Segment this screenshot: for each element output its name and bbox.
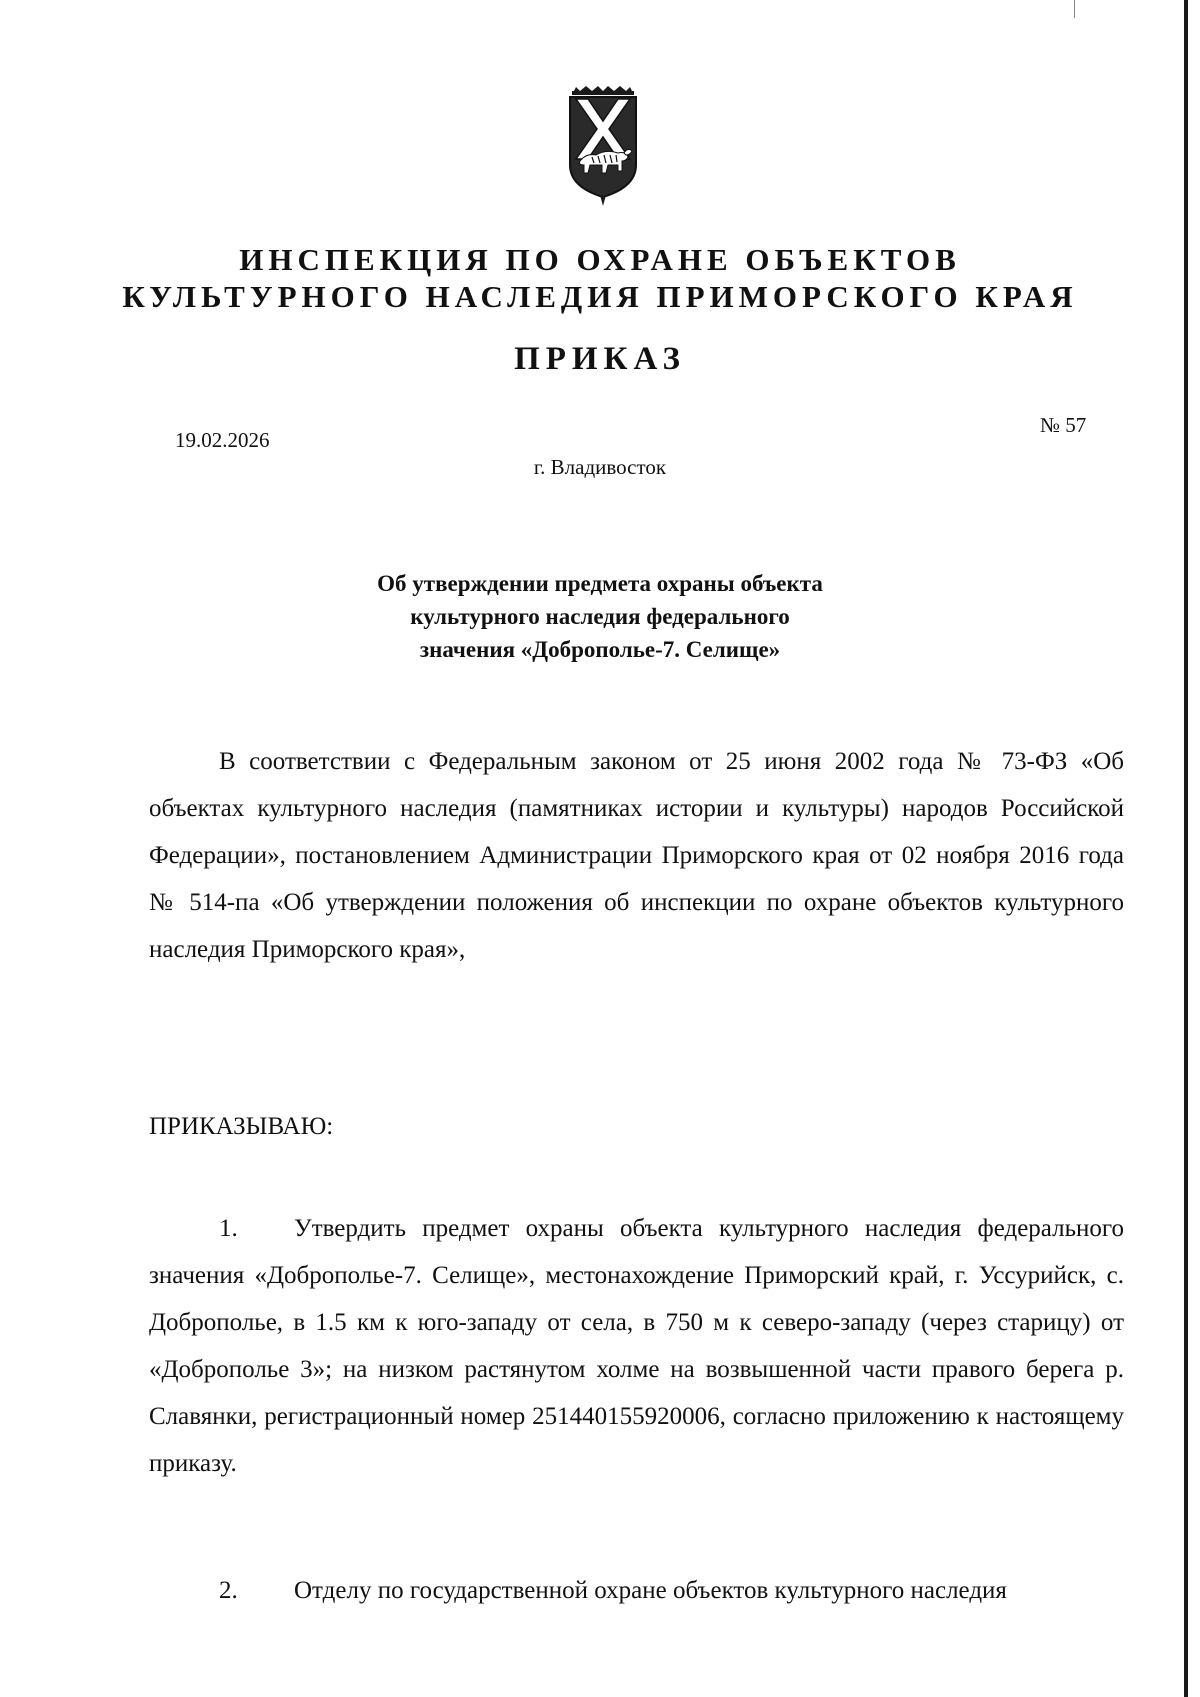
subject-line: значения «Доброполье-7. Селище»	[419, 637, 781, 662]
coat-of-arms-icon	[566, 85, 640, 207]
document-number: № 57	[1040, 413, 1087, 437]
order-word: ПРИКАЗЫВАЮ:	[149, 1113, 334, 1140]
scan-edge-mark	[1074, 0, 1075, 18]
preamble-paragraph: В соответствии с Федеральным законом от 25 июня 2002 года № 73-ФЗ «Об объектах культурного наследия (памятниках истории и культуры) народов Российской Федерации», постановлением Администрации Приморского края от 02 ноября 2016 года № 514-па «Об утверждении положения об инспекции по охране объектов культурного наследия Приморского края»,	[149, 748, 1124, 963]
document-city: г. Владивосток	[533, 455, 667, 479]
document-date: 19.02.2026	[175, 428, 270, 452]
subject-line: культурного наследия федерального	[410, 604, 790, 629]
scan-edge-line	[1184, 0, 1188, 1697]
order-item-text: Утвердить предмет охраны объекта культурного наследия федерального значения «Доброполье-7. Селище», местонахождение Приморский край, г. Уссурийск, с. Доброполье, в 1.5 км к юго-западу от села, в 750 м к северо-западу (через старицу) от «Доброполье 3»; на низком растянутом холме на возвышенной части правого берега р. Славянки, регистрационный номер 251440155920006, согласно приложению к настоящему приказу.	[149, 1215, 1124, 1477]
order-item-number: 2.	[219, 1577, 238, 1604]
org-title-line2: КУЛЬТУРНОГО НАСЛЕДИЯ ПРИМОРСКОГО КРАЯ	[122, 279, 1078, 314]
org-title-line1: ИНСПЕКЦИЯ ПО ОХРАНЕ ОБЪЕКТОВ	[239, 242, 961, 277]
document-type: ПРИКАЗ	[514, 341, 686, 377]
document-subject	[300, 567, 900, 666]
order-item-text: Отделу по государственной охране объектов культурного наследия	[294, 1577, 1007, 1604]
order-item-number: 1.	[219, 1215, 238, 1242]
order-item	[149, 1567, 1124, 1614]
order-item	[149, 1205, 1124, 1487]
subject-line: Об утверждении предмета охраны объекта	[377, 571, 823, 596]
